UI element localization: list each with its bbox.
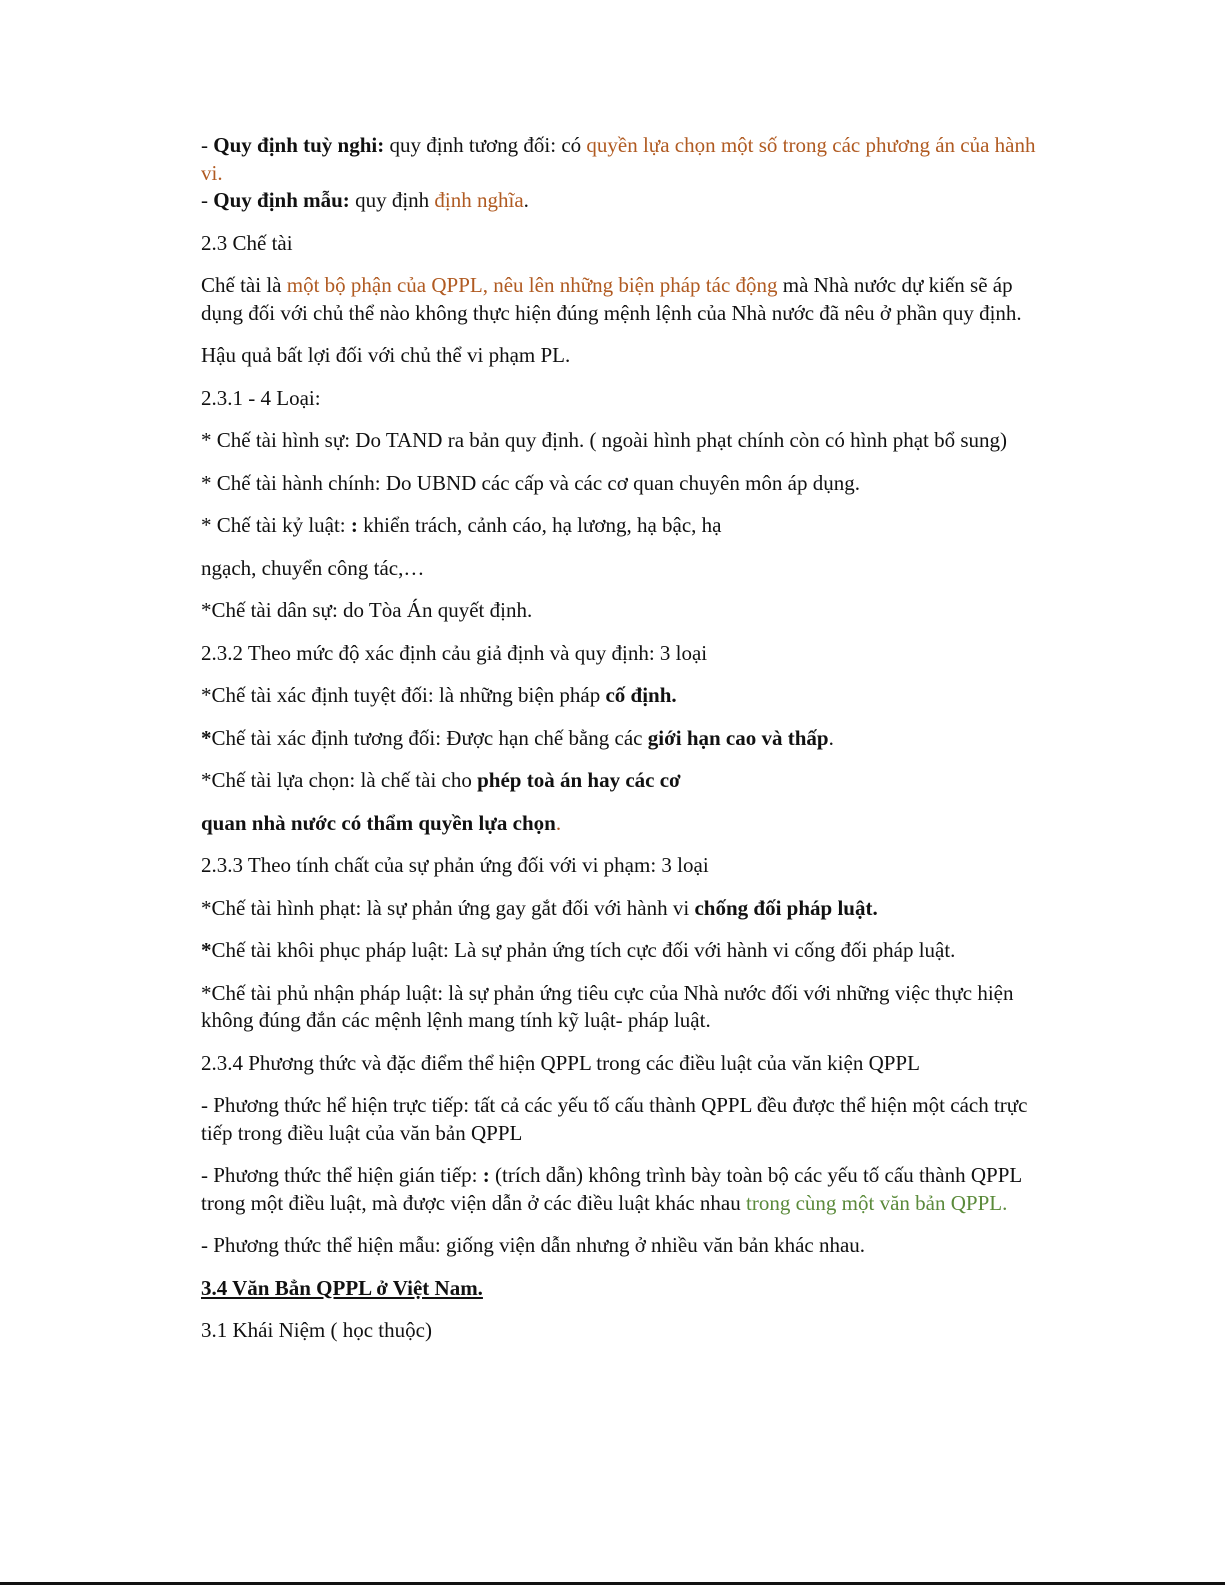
section-heading-2-3-3: 2.3.3 Theo tính chất của sự phản ứng đối với vi phạm: 3 loại [201, 853, 709, 877]
paragraph-quy-dinh-mau: - Quy định mẫu: quy định định nghĩa. [201, 188, 529, 212]
paragraph-quy-dinh-tuy-nghi: - Quy định tuỳ nghi: quy định tương đối: có quyền lựa chọn một số trong các phương án của hành vi. [201, 133, 1036, 185]
list-item-phu-nhan: *Chế tài phủ nhận pháp luật: là sự phản ứng tiêu cực của Nhà nước đối với những việc thực hiện không đúng đắn các mệnh lệnh mang tính kỹ luật- pháp luật. [201, 980, 1014, 1032]
highlight-text: quyền lựa chọn một số trong các phương án của hành vi. [201, 133, 1036, 185]
section-heading-3-1: 3.1 Khái Niệm ( học thuộc) [201, 1318, 432, 1342]
list-item-khoi-phuc: *Chế tài khôi phục pháp luật: Là sự phản ứng tích cực đối với hành vi cống đối pháp luật. [201, 938, 956, 962]
list-item-tuyet-doi: *Chế tài xác định tuyệt đối: là những biện pháp cố định. [201, 683, 677, 707]
list-item-dan-su: *Chế tài dân sự: do Tòa Án quyết định. [201, 598, 533, 622]
paragraph-che-tai-definition: Chế tài là một bộ phận của QPPL, nêu lên những biện pháp tác động mà Nhà nước dự kiến sẽ áp dụng đối với chủ thể nào không thực hiện đúng mệnh lệnh của Nhà nước đã nêu ở phần quy định. [201, 273, 1022, 325]
list-item-truc-tiep: - Phương thức hể hiện trực tiếp: tất cả các yếu tố cấu thành QPPL đều được thể hiện một cách trực tiếp trong điều luật của văn bản QPPL [201, 1093, 1028, 1145]
list-item-ky-luat: * Chế tài kỷ luật: : khiển trách, cảnh cáo, hạ lương, hạ bậc, hạ [201, 513, 722, 537]
section-heading-2-3-4: 2.3.4 Phương thức và đặc điểm thể hiện QPPL trong các điều luật của văn kiện QPPL [201, 1050, 920, 1075]
paragraph-hau-qua: Hậu quả bất lợi đối với chủ thể vi phạm PL. [201, 343, 571, 367]
list-item-hinh-su: * Chế tài hình sự: Do TAND ra bản quy định. ( ngoài hình phạt chính còn có hình phạt bổ sung) [201, 428, 1008, 452]
list-item-lua-chon: *Chế tài lựa chọn: là chế tài cho phép toà án hay các cơ [201, 768, 681, 792]
list-item-hinh-phat: *Chế tài hình phạt: là sự phản ứng gay gắt đối với hành vi chống đối pháp luật. [201, 895, 878, 920]
list-item-gian-tiep: - Phương thức thể hiện gián tiếp: : (trích dẫn) không trình bày toàn bộ các yếu tố cấu thành QPPL trong một điều luật, mà được viện dẫn ở các điều luật khác nhau trong cùng một văn bản QPPL. [201, 1163, 1022, 1215]
bold-term: Quy định tuỳ nghi: [213, 133, 385, 157]
highlight-text: định nghĩa [434, 188, 524, 212]
list-item-hanh-chinh: * Chế tài hành chính: Do UBND các cấp và các cơ quan chuyên môn áp dụng. [201, 470, 860, 495]
section-heading-2-3: 2.3 Chế tài [201, 230, 293, 255]
list-item-mau: - Phương thức thể hiện mẫu: giống viện dẫn nhưng ở nhiều văn bản khác nhau. [201, 1233, 866, 1257]
document-page [201, 132, 1051, 1345]
bold-term: Quy định mẫu: [213, 188, 350, 212]
list-item-ky-luat-continued: ngạch, chuyển công tác,… [201, 555, 425, 580]
section-heading-2-3-2: 2.3.2 Theo mức độ xác định cảu giả định và quy định: 3 loại [201, 640, 708, 665]
section-heading-2-3-1: 2.3.1 - 4 Loại: [201, 385, 321, 410]
highlight-text: trong cùng một văn bản QPPL. [746, 1190, 1008, 1215]
highlight-text: một bộ phận của QPPL, nêu lên những biện pháp tác động [286, 273, 778, 297]
section-heading-3-4: 3.4 Văn Bẳn QPPL ở Việt Nam. [201, 1275, 483, 1300]
list-item-lua-chon-continued: quan nhà nước có thẩm quyền lựa chọn. [201, 810, 562, 835]
list-item-tuong-doi: *Chế tài xác định tương đối: Được hạn chế bằng các giới hạn cao và thấp. [201, 725, 834, 750]
